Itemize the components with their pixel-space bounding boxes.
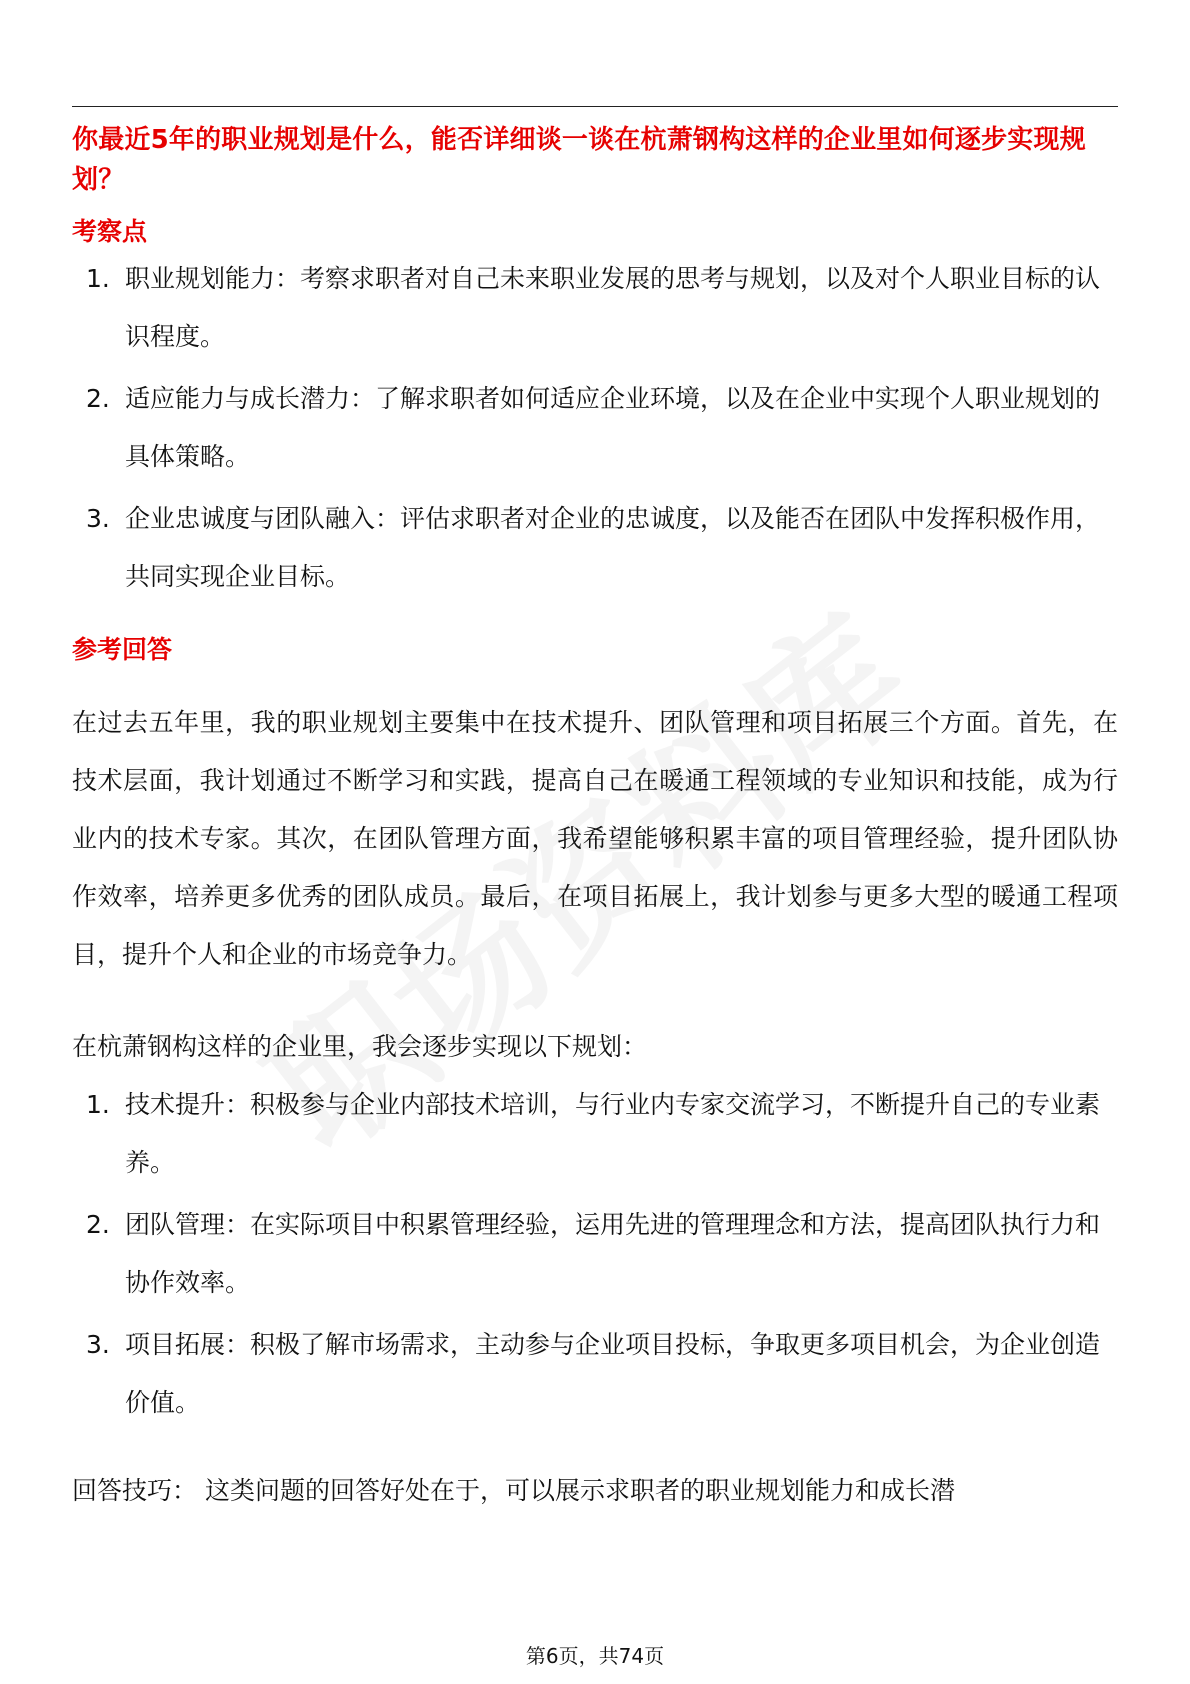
list-number: 3.: [86, 1330, 110, 1359]
list-text: 职业规划能力：考察求职者对自己未来职业发展的思考与规划，以及对个人职业目标的认识程度。: [125, 264, 1101, 351]
top-divider: [72, 106, 1118, 107]
answer-paragraph-1: 在过去五年里，我的职业规划主要集中在技术提升、团队管理和项目拓展三个方面。首先，在技术层面，我计划通过不断学习和实践，提高自己在暖通工程领域的专业知识和技能，成为行业内的技术专家。其次，在团队管理方面，我希望能够积累丰富的项目管理经验，提升团队协作效率，培养更多优秀的团队成员。最后，在项目拓展上，我计划参与更多大型的暖通工程项目，提升个人和企业的市场竞争力。: [72, 708, 1118, 969]
list-item: [72, 490, 1118, 606]
list-number: 2.: [86, 1210, 110, 1239]
list-text: 技术提升：积极参与企业内部技术培训，与行业内专家交流学习，不断提升自己的专业素养。: [125, 1090, 1101, 1177]
answer-paragraph-2: 在杭萧钢构这样的企业里，我会逐步实现以下规划：: [72, 1032, 648, 1061]
answer-heading: 参考回答: [72, 635, 173, 664]
page-content: [72, 120, 1118, 1520]
list-item: [72, 1076, 1118, 1192]
list-item: [72, 250, 1118, 366]
page-number: 第6页，共74页: [525, 1644, 665, 1668]
list-number: 1.: [86, 1090, 110, 1119]
list-text: 团队管理：在实际项目中积累管理经验，运用先进的管理理念和方法，提高团队执行力和协作效率。: [125, 1210, 1101, 1297]
list-text: 项目拓展：积极了解市场需求，主动参与企业项目投标，争取更多项目机会，为企业创造价值。: [125, 1330, 1101, 1417]
points-heading: 考察点: [72, 217, 148, 246]
list-item: [72, 1196, 1118, 1312]
list-number: 2.: [86, 384, 110, 413]
list-item: [72, 1316, 1118, 1432]
points-list: [72, 250, 1118, 606]
plans-list: [72, 1076, 1118, 1432]
list-number: 3.: [86, 504, 110, 533]
list-text: 企业忠诚度与团队融入：评估求职者对企业的忠诚度，以及能否在团队中发挥积极作用，共同实现企业目标。: [125, 504, 1101, 591]
list-number: 1.: [86, 264, 110, 293]
list-text: 适应能力与成长潜力：了解求职者如何适应企业环境，以及在企业中实现个人职业规划的具体策略。: [125, 384, 1101, 471]
answer-tips: 回答技巧： 这类问题的回答好处在于，可以展示求职者的职业规划能力和成长潜: [72, 1476, 955, 1505]
list-item: [72, 370, 1118, 486]
question-title: 你最近5年的职业规划是什么，能否详细谈一谈在杭萧钢构这样的企业里如何逐步实现规划？: [72, 125, 1086, 195]
